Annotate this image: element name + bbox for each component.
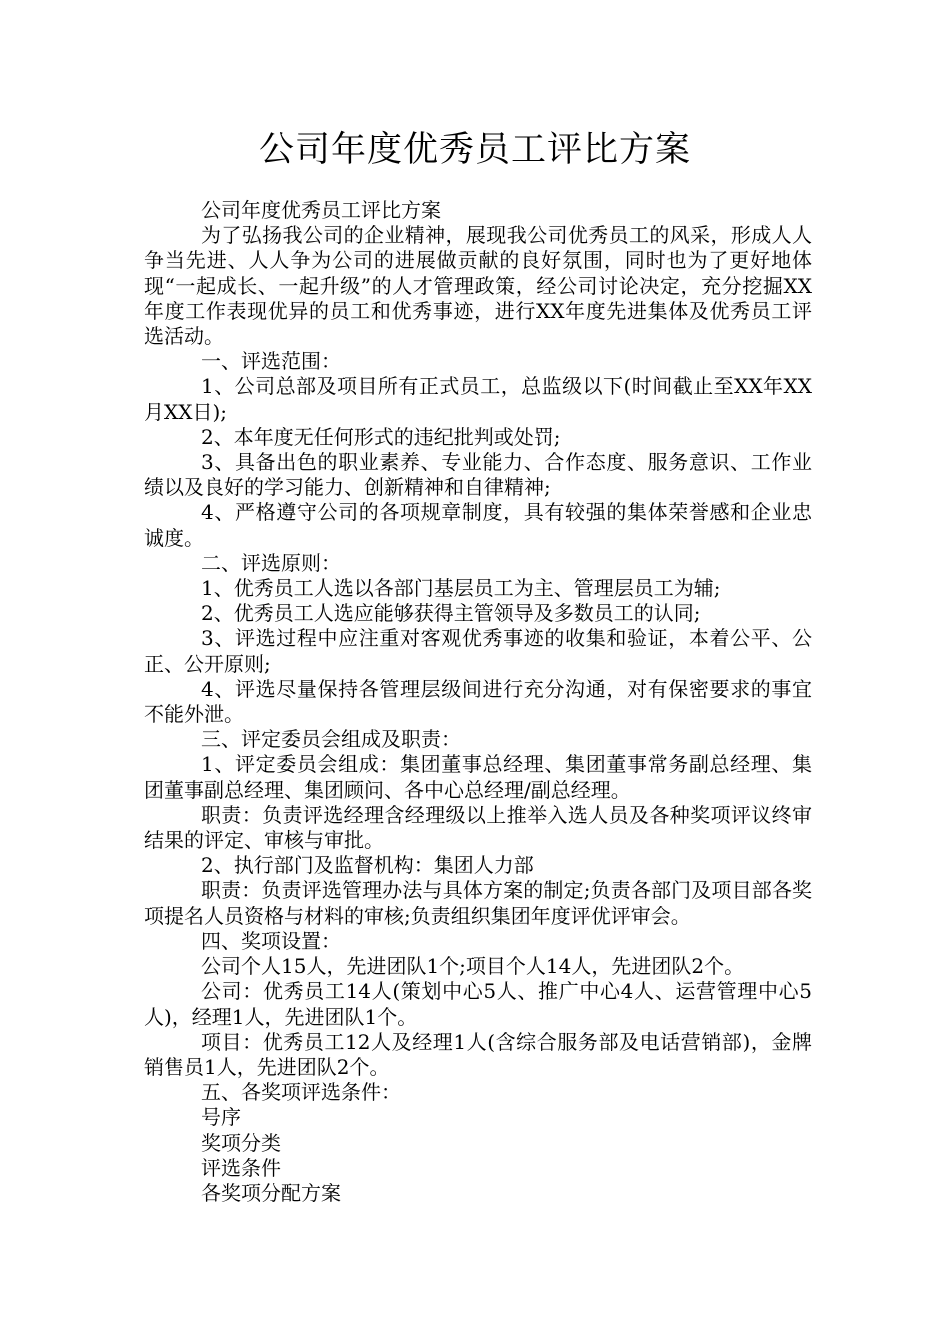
paragraph-intro: 为了弘扬我公司的企业精神，展现我公司优秀员工的风采，形成人人争当先进、人人争为公司的进展做贡献的良好氛围，同时也为了更好地体现“一起成长、一起升级”的人才管理政策，经公司讨论决定，充分挖掘XX年度工作表现优异的员工和优秀事迹，进行XX年度先进集体及优秀员工评选活动。 [144, 223, 812, 349]
scope-item-2: 2、本年度无任何形式的违纪批判或处罚; [201, 424, 561, 449]
table-header-number: 号序 [201, 1105, 241, 1130]
scope-item-1: 1、公司总部及项目所有正式员工，总监级以下(时间截止至XX年XX月XX日); [144, 374, 812, 424]
table-header-allocation: 各奖项分配方案 [201, 1180, 341, 1205]
scope-item-4: 4、严格遵守公司的各项规章制度，具有较强的集体荣誉感和企业忠诚度。 [144, 500, 812, 550]
principle-item-4: 4、评选尽量保持各管理层级间进行充分沟通，对有保密要求的事宜不能外泄。 [144, 676, 812, 727]
awards-project: 项目：优秀员工12人及经理1人(含综合服务部及电话营销部)，金牌销售员1人，先进团队2个。 [144, 1029, 812, 1079]
section-heading-awards: 四、奖项设置： [201, 928, 341, 953]
document-body [144, 198, 812, 1206]
committee-item-1: 1、评定委员会组成：集团董事总经理、集团董事常务副总经理、集团董事副总经理、集团顾问、各中心总经理/副总经理。 [144, 752, 812, 802]
awards-company: 公司：优秀员工14人(策划中心5人、推广中心4人、运营管理中心5人)，经理1人，先进团队1个。 [144, 979, 812, 1029]
awards-summary: 公司个人15人，先进团队1个;项目个人14人，先进团队2个。 [201, 954, 745, 979]
committee-duty-2: 职责：负责评选管理办法与具体方案的制定;负责各部门及项目部各奖项提名人员资格与材料的审核;负责组织集团年度评优评审会。 [144, 878, 812, 928]
table-header-category: 奖项分类 [201, 1130, 281, 1155]
committee-duty-1: 职责：负责评选经理含经理级以上推举入选人员及各种奖项评议终审结果的评定、审核与审批。 [144, 802, 812, 853]
section-heading-principles: 二、评选原则： [201, 550, 341, 575]
principle-item-2: 2、优秀员工人选应能够获得主管领导及多数员工的认同; [201, 601, 701, 626]
section-heading-committee: 三、评定委员会组成及职责： [201, 727, 461, 752]
principle-item-3: 3、评选过程中应注重对客观优秀事迹的收集和验证，本着公平、公正、公开原则; [144, 626, 812, 676]
paragraph-subtitle: 公司年度优秀员工评比方案 [201, 198, 441, 222]
document-title: 公司年度优秀员工评比方案 [258, 130, 691, 170]
section-heading-scope: 一、评选范围： [201, 349, 341, 374]
scope-item-3: 3、具备出色的职业素养、专业能力、合作态度、服务意识、工作业绩以及良好的学习能力、创新精神和自律精神; [144, 450, 812, 500]
committee-item-2: 2、执行部门及监督机构：集团人力部 [201, 853, 534, 878]
table-header-conditions: 评选条件 [201, 1155, 281, 1180]
section-heading-conditions: 五、各奖项评选条件： [201, 1080, 401, 1105]
principle-item-1: 1、优秀员工人选以各部门基层员工为主、管理层员工为辅; [201, 576, 721, 601]
